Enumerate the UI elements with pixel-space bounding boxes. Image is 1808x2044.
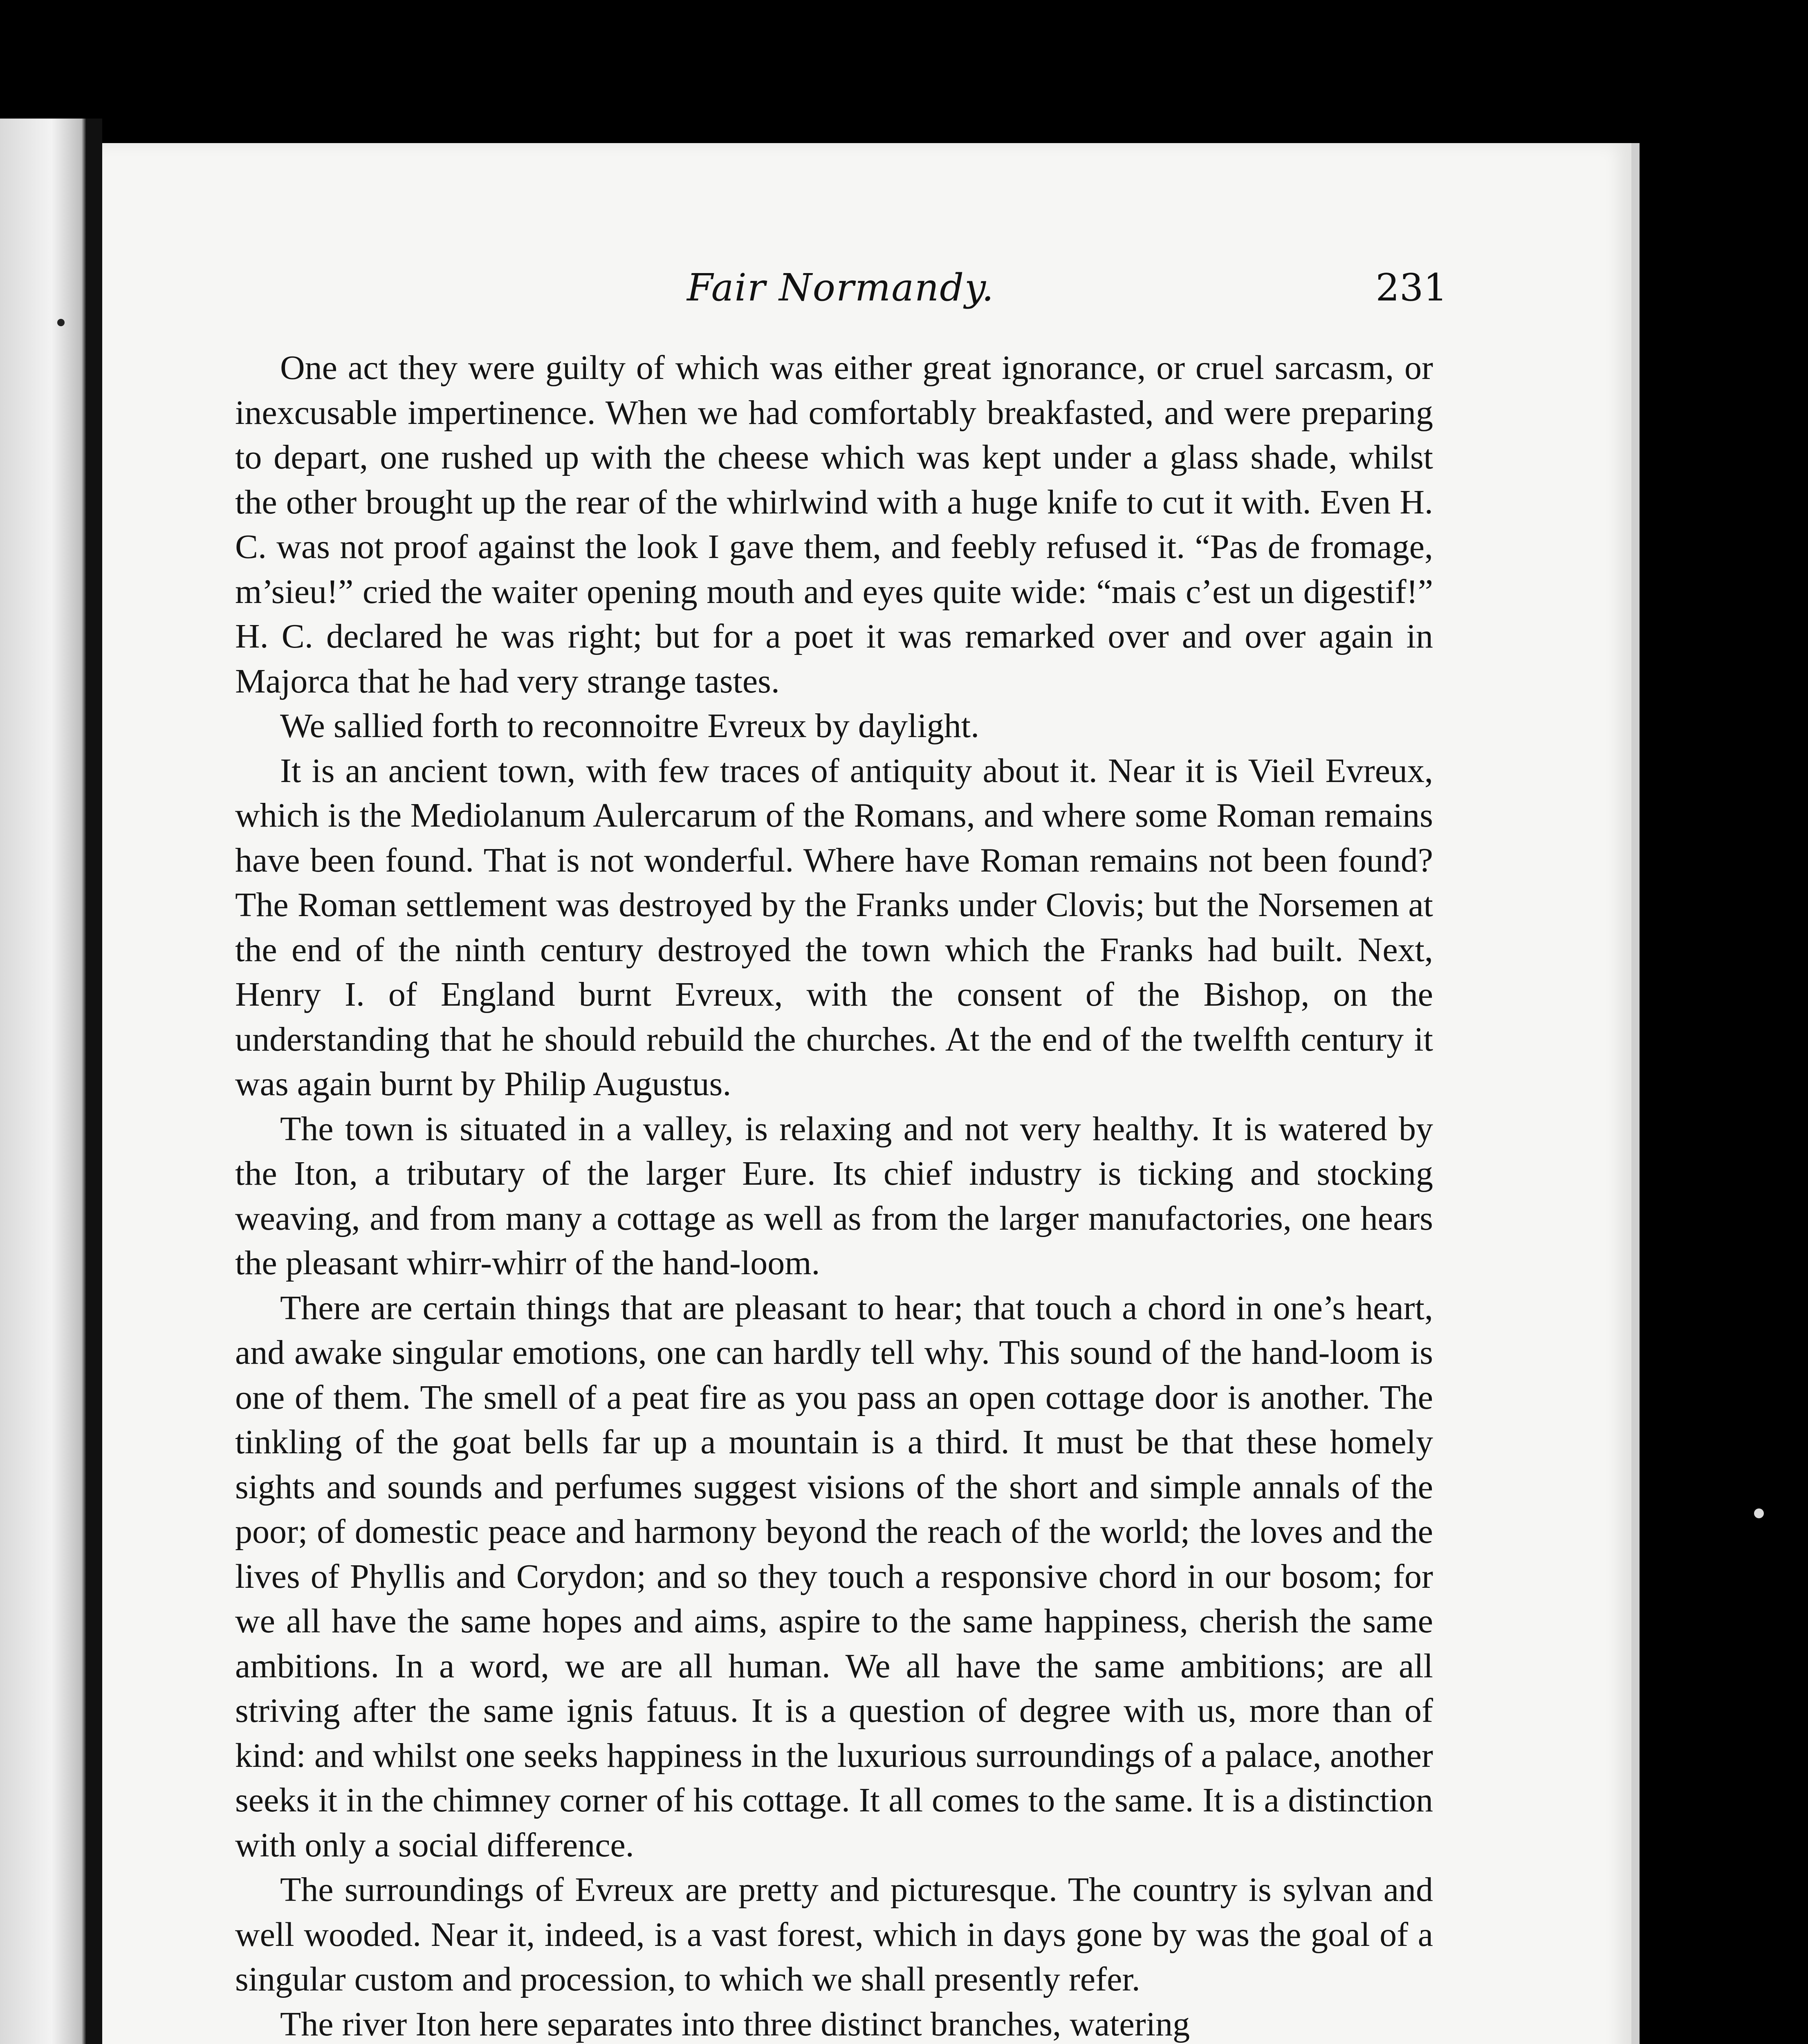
running-head (229, 266, 1447, 323)
paragraph: We sallied forth to reconnoitre Evreux by daylight. (280, 707, 980, 745)
scan-speck (57, 319, 65, 326)
body-text (235, 345, 1433, 2044)
page-fore-edge (1631, 143, 1640, 2044)
paragraph: The river Iton here separates into three distinct branches, watering (280, 2005, 1190, 2043)
paragraph: There are certain things that are pleasant to hear; that touch a chord in one’s heart, and awake singular emotions, one can hardly tell why. This sound of the hand-loom is one of them. The smell of a peat fire as you pass an open cottage door is another. The tinkling of the goat bells far up a mountain is a third. It must be that these homely sights and sounds and perfumes suggest visions of the short and simple annals of the poor; of domestic peace and harmony beyond the reach of the world; the loves and the lives of Phyllis and Corydon; and so they touch a responsive chord in our bosom; for we all have the same hopes and aims, aspire to the same happiness, cherish the same ambitions. In a word, we are all human. We all have the same ambitions; are all striving after the same ignis fatuus. It is a question of degree with us, more than of kind: and whilst one seeks happiness in the luxurious surroundings of a palace, another seeks it in the chimney corner of his cottage. It all comes to the same. It is a distinction with only a social difference. (235, 1289, 1433, 1864)
paragraph: It is an ancient town, with few traces of antiquity about it. Near it is Vieil Evreux, which is the Mediolanum Aulercarum of the Romans, and where some Roman remains have been found. That is not wonderful. Where have Roman remains not been found? The Roman settlement was destroyed by the Franks under Clovis; but the Norsemen at the end of the ninth century destroyed the town which the Franks had built. Next, Henry I. of England burnt Evreux, with the consent of the Bishop, on the understanding that he should rebuild the churches. At the end of the twelfth century it was again burnt by Philip Augustus. (235, 751, 1433, 1103)
previous-page-edge (0, 119, 86, 2044)
page-number: 231 (1375, 266, 1447, 309)
running-title: Fair Normandy. (687, 266, 995, 309)
paragraph: The surroundings of Evreux are pretty and picturesque. The country is sylvan and well wooded. Near it, indeed, is a vast forest, which in days gone by was the goal of a singular custom and procession, to which we shall presently refer. (235, 1871, 1433, 1998)
paragraph: The town is situated in a valley, is relaxing and not very healthy. It is watered by the Iton, a tributary of the larger Eure. Its chief industry is ticking and stocking weaving, and from many a cottage as well as from the larger manufactories, one hears the pleasant whirr-whirr of the hand-loom. (235, 1109, 1433, 1282)
book-gutter (86, 119, 102, 2044)
paragraph: One act they were guilty of which was either great ignorance, or cruel sarcasm, or inexcusable impertinence. When we had comfortably breakfasted, and were preparing to depart, one rushed up with the cheese which was kept under a glass shade, whilst the other brought up the rear of the whirlwind with a huge knife to cut it with. Even H. C. was not proof against the look I gave them, and feebly refused it. “Pas de fromage, m’sieu!” cried the waiter opening mouth and eyes quite wide: “mais c’est un digestif!” H. C. declared he was right; but for a poet it was remarked over and over again in Majorca that he had very strange tastes. (235, 349, 1433, 700)
scan-speck (1754, 1508, 1764, 1518)
